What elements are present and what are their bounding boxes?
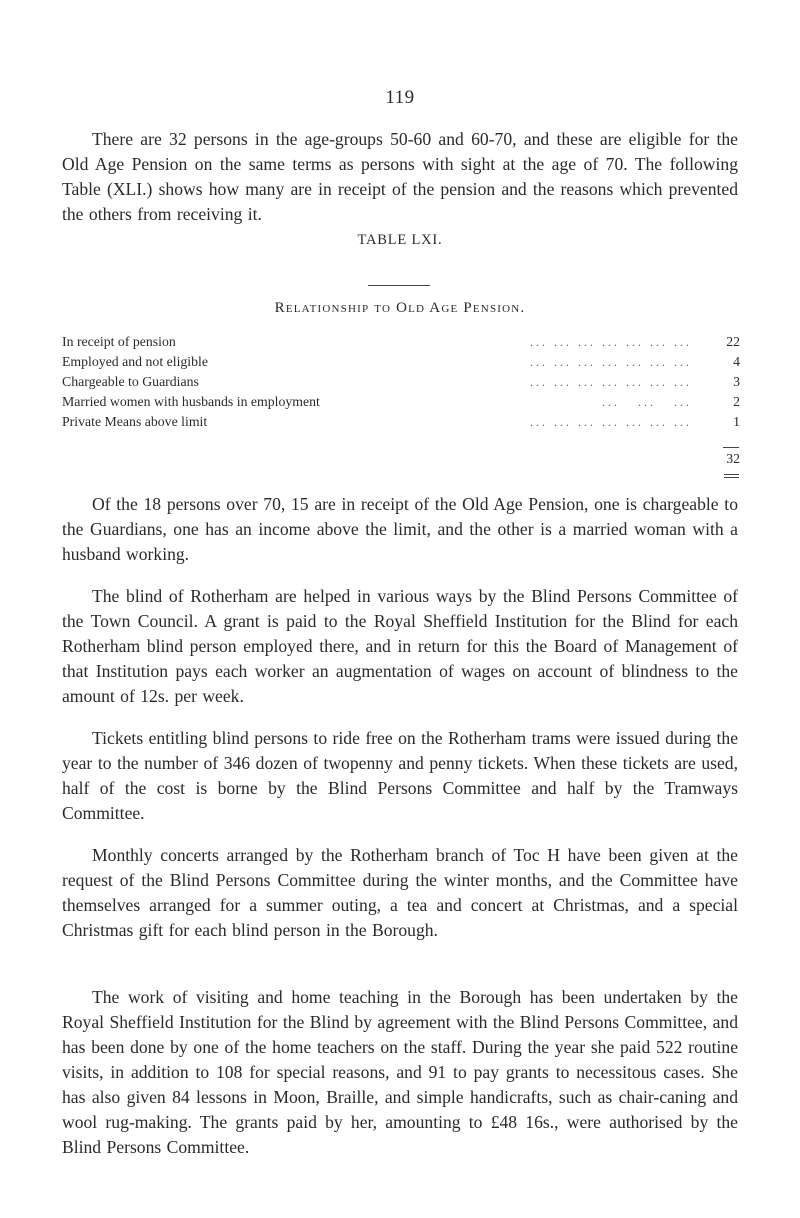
dot-leader: ... ... ... ... ... ... ... bbox=[530, 415, 692, 429]
table-row bbox=[62, 392, 740, 412]
table-row bbox=[62, 352, 740, 372]
paragraph-blind-help: The blind of Rotherham are helped in various ways by the Blind Persons Committee of the Town Council. A grant is paid to the Royal Sheffield Institution for the Blind for each Rotherham blind person employed there, and in return for this the Board of Management of that Institution pays each worker an augmentation of wages on account of blindness to the amount of 12s. per week. bbox=[62, 586, 738, 706]
paragraph-home-teaching: The work of visiting and home teaching in the Borough has been undertaken by the Royal Sheffield Institution for the Blind by agreement with the Blind Persons Committee, and has been done by one of the home teachers on the staff. During the year she paid 522 routine visits, in addition to 108 for special reasons, and 91 to pay grants to necessitous cases. She has also given 84 lessons in Moon, Braille, and simple handicrafts, such as chair-caning and wool rug-making. The grants paid by her, amounting to £48 16s., were authorised by the Blind Persons Committee. bbox=[62, 987, 738, 1157]
total-double-rule bbox=[724, 477, 739, 478]
row-label: Chargeable to Guardians bbox=[62, 374, 199, 389]
table-row bbox=[62, 332, 740, 352]
row-value: 1 bbox=[733, 414, 740, 429]
table-row bbox=[62, 372, 740, 392]
dot-leader: ... ... ... ... ... ... ... bbox=[530, 355, 692, 369]
row-label: Employed and not eligible bbox=[62, 354, 208, 369]
total-rule bbox=[723, 447, 739, 448]
table-title: TABLE LXI. bbox=[357, 232, 443, 248]
dot-leader: ... ... ... bbox=[602, 395, 692, 409]
pension-table bbox=[62, 332, 740, 432]
dot-leader: ... ... ... ... ... ... ... bbox=[530, 375, 692, 389]
row-value: 22 bbox=[726, 334, 740, 349]
row-label: Married women with husbands in employment bbox=[62, 394, 320, 409]
paragraph-concerts: Monthly concerts arranged by the Rotherham branch of Toc H have been given at the request of the Blind Persons Committee during the winter months, and the Committee have themselves arranged for a summer outing, a tea and concert at Christmas, and a special Christmas gift for each blind person in the Borough. bbox=[62, 845, 738, 940]
row-value: 3 bbox=[733, 374, 740, 389]
page-number: 119 bbox=[385, 87, 415, 108]
row-value: 2 bbox=[733, 394, 740, 409]
table-row bbox=[62, 412, 740, 432]
paragraph-over-70: Of the 18 persons over 70, 15 are in receipt of the Old Age Pension, one is chargeable to the Guardians, one has an income above the limit, and the other is a married woman with a husband working. bbox=[62, 494, 738, 564]
row-label: Private Means above limit bbox=[62, 414, 208, 429]
title-divider bbox=[368, 285, 430, 286]
paragraph-intro: There are 32 persons in the age-groups 50-60 and 60-70, and these are eligible for the Old Age Pension on the same terms as persons with sight at the age of 70. The following Table (XLI.) shows how many are in receipt of the pension and the reasons which prevented the others from receiving it. bbox=[62, 129, 738, 224]
paragraph-tickets: Tickets entitling blind persons to ride free on the Rotherham trams were issued during the year to the number of 346 dozen of twopenny and penny tickets. When these tickets are used, half of the cost is borne by the Blind Persons Committee and half by the Tramways Committee. bbox=[62, 728, 738, 823]
dot-leader: ... ... ... ... ... ... ... bbox=[530, 335, 692, 349]
table-total: 32 bbox=[726, 451, 740, 466]
row-value: 4 bbox=[733, 354, 740, 369]
total-double-rule bbox=[724, 474, 739, 475]
row-label: In receipt of pension bbox=[62, 334, 176, 349]
table-caption: Relationship to Old Age Pension. bbox=[274, 300, 526, 316]
